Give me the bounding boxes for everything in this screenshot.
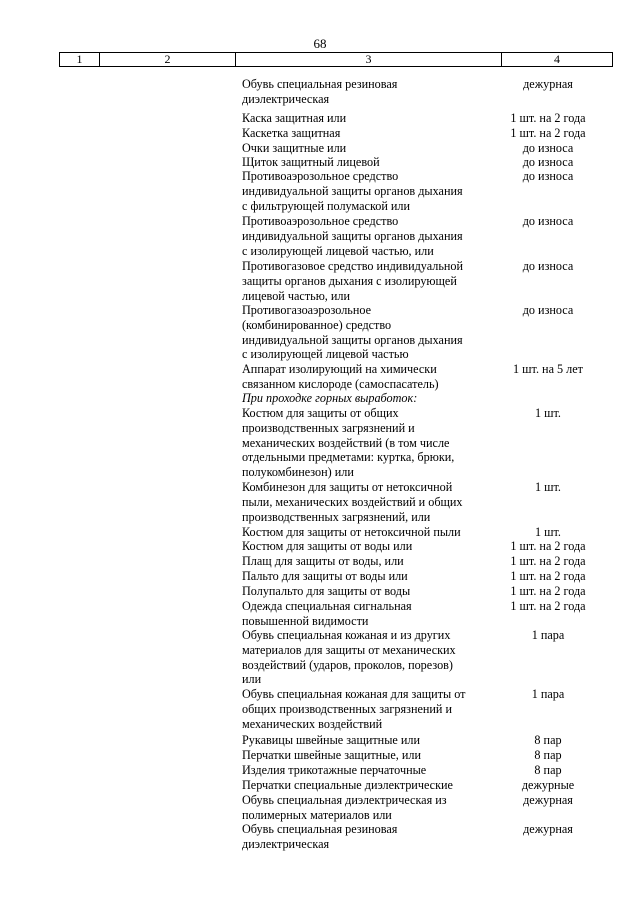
column-number-1: 1: [60, 53, 100, 66]
column-number-3: 3: [236, 53, 502, 66]
item-norm: дежурные: [521, 778, 575, 792]
item-norm: 1 пара: [531, 628, 565, 642]
item-name: Костюм для защиты от общих производственных загрязнений и механических воздействий (в том числе отдельными предметами: куртка, брюки, полукомбинезон) или: [242, 406, 455, 480]
item-name: Щиток защитный лицевой: [242, 155, 380, 169]
item-norm: 1 шт. на 5 лет: [513, 362, 583, 376]
item-name: Обувь специальная кожаная для защиты от общих производственных загрязнений и механических воздействий: [242, 687, 466, 731]
item-norm: до износа: [522, 155, 574, 169]
item-name: Костюм для защиты от нетоксичной пыли: [242, 525, 461, 539]
item-norm: 1 шт.: [535, 480, 561, 494]
item-name: Одежда специальная сигнальная повышенной видимости: [242, 599, 412, 628]
item-name: Костюм для защиты от воды или: [242, 539, 413, 553]
item-norm: 8 пар: [534, 763, 562, 777]
item-name: Перчатки швейные защитные, или: [242, 748, 422, 762]
item-name: Комбинезон для защиты от нетоксичной пыли, механических воздействий и общих производственных загрязнений, или: [242, 480, 463, 524]
page-number: 68: [313, 36, 327, 51]
item-name: Изделия трикотажные перчаточные: [242, 763, 427, 777]
item-norm: 1 пара: [531, 687, 565, 701]
item-name: Рукавицы швейные защитные или: [242, 733, 420, 747]
column-number-4: 4: [554, 52, 560, 66]
item-norm: 1 шт. на 2 года: [510, 554, 586, 568]
item-norm: до износа: [522, 214, 574, 228]
item-name: Каска защитная или: [242, 111, 347, 125]
column-number-2: 2: [100, 53, 236, 66]
item-norm: 1 шт. на 2 года: [510, 111, 586, 125]
item-name: Обувь специальная кожаная и из других материалов для защиты от механических воздействий (ударов, проколов, порезов) или: [242, 628, 456, 687]
item-norm: дежурная: [523, 793, 573, 807]
table-column-header: [59, 52, 613, 67]
item-name: Перчатки специальные диэлектрические: [242, 778, 453, 792]
item-name: Каскетка защитная: [242, 126, 341, 140]
item-name: Полупальто для защиты от воды: [242, 584, 411, 598]
item-norm: дежурная: [523, 77, 573, 91]
item-norm: 1 шт.: [535, 406, 561, 420]
item-name: Обувь специальная диэлектрическая из полимерных материалов или: [242, 793, 447, 822]
item-norm: 1 шт. на 2 года: [510, 126, 586, 140]
item-norm: 1 шт. на 2 года: [510, 539, 586, 553]
item-norm: дежурная: [523, 822, 573, 836]
item-norm: до износа: [522, 169, 574, 183]
item-name: Противоаэрозольное средство индивидуальной защиты органов дыхания с фильтрующей полумаской или: [242, 169, 463, 213]
item-name: Противоаэрозольное средство индивидуальной защиты органов дыхания с изолирующей лицевой частью, или: [242, 214, 463, 258]
item-norm: 8 пар: [534, 733, 562, 747]
item-name: Очки защитные или: [242, 141, 347, 155]
section-heading: При проходке горных выработок:: [242, 391, 418, 405]
item-name: Плащ для защиты от воды, или: [242, 554, 404, 568]
item-name: Противогазоаэрозольное (комбинированное) средство индивидуальной защиты органов дыхания с изолирующей лицевой частью: [242, 303, 463, 362]
item-norm: 1 шт. на 2 года: [510, 599, 586, 613]
item-norm: 1 шт.: [535, 525, 561, 539]
item-name: Аппарат изолирующий на химически связанном кислороде (самоспасатель): [242, 362, 439, 391]
item-norm: 1 шт. на 2 года: [510, 584, 586, 598]
item-norm: 1 шт. на 2 года: [510, 569, 586, 583]
item-norm: 8 пар: [534, 748, 562, 762]
item-name: Пальто для защиты от воды или: [242, 569, 408, 583]
item-norm: до износа: [522, 141, 574, 155]
item-norm: до износа: [522, 259, 574, 273]
item-name: Противогазовое средство индивидуальной защиты органов дыхания с изолирующей лицевой частью, или: [242, 259, 464, 303]
item-norm: до износа: [522, 303, 574, 317]
item-name: Обувь специальная резиновая диэлектрическая: [242, 77, 398, 106]
item-name: Обувь специальная резиновая диэлектрическая: [242, 822, 398, 851]
